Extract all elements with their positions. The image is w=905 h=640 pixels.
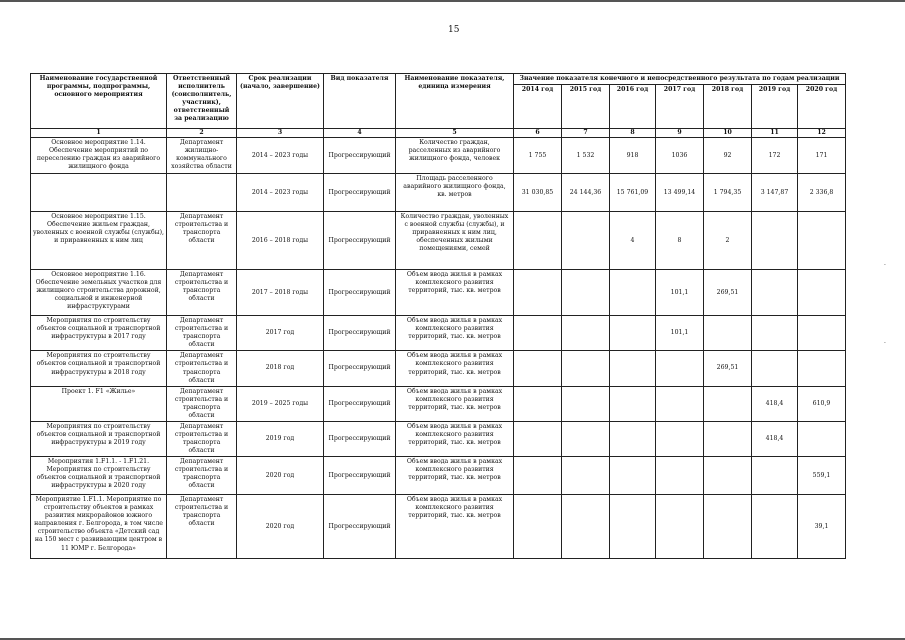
year-value-cell	[656, 421, 704, 456]
executor-cell: Департамент строительства и транспорта области	[167, 351, 237, 386]
year-value-cell	[562, 270, 610, 316]
column-number: 11	[752, 129, 798, 138]
year-value-cell: 3 147,87	[752, 174, 798, 212]
year-value-cell: 418,4	[752, 386, 798, 421]
year-value-cell	[562, 351, 610, 386]
period-cell: 2018 год	[237, 351, 324, 386]
table-row	[31, 138, 846, 174]
year-value-cell: 559,1	[798, 457, 846, 495]
column-number: 10	[704, 129, 752, 138]
header-executor: Ответственный исполнитель (соисполнитель, участник), ответственный за реализацию	[167, 74, 237, 129]
year-value-cell: 918	[610, 138, 656, 174]
column-number: 1	[31, 129, 167, 138]
indicator-type-cell: Прогрессирующий	[324, 421, 396, 456]
period-cell: 2020 год	[237, 495, 324, 559]
table-body	[31, 138, 846, 559]
program-name-cell: Проект 1. F1 «Жилье»	[31, 386, 167, 421]
header-year: 2016 год	[610, 85, 656, 129]
table-row	[31, 174, 846, 212]
header-values-group: Значение показателя конечного и непосредственного результата по годам реализации	[514, 74, 846, 85]
program-name-cell	[31, 174, 167, 212]
column-number: 9	[656, 129, 704, 138]
period-cell: 2014 – 2023 годы	[237, 138, 324, 174]
indicator-type-cell: Прогрессирующий	[324, 212, 396, 270]
table-row	[31, 212, 846, 270]
year-value-cell	[562, 495, 610, 559]
indicator-name-cell: Объем ввода жилья в рамках комплексного развития территорий, тыс. кв. метров	[396, 351, 514, 386]
year-value-cell: 1 755	[514, 138, 562, 174]
scan-margin-mark: ·	[884, 262, 886, 269]
indicator-type-cell: Прогрессирующий	[324, 457, 396, 495]
year-value-cell	[798, 212, 846, 270]
year-value-cell	[656, 351, 704, 386]
table-row	[31, 316, 846, 351]
header-year: 2014 год	[514, 85, 562, 129]
column-number: 4	[324, 129, 396, 138]
page-number: 15	[448, 25, 460, 35]
year-value-cell: 8	[656, 212, 704, 270]
header-year: 2017 год	[656, 85, 704, 129]
year-value-cell	[656, 495, 704, 559]
period-cell: 2019 – 2025 годы	[237, 386, 324, 421]
year-value-cell	[514, 457, 562, 495]
year-value-cell: 2 336,8	[798, 174, 846, 212]
table-row	[31, 386, 846, 421]
table-row	[31, 457, 846, 495]
header-year: 2020 год	[798, 85, 846, 129]
executor-cell: Департамент строительства и транспорта области	[167, 495, 237, 559]
executor-cell: Департамент строительства и транспорта области	[167, 421, 237, 456]
header-year: 2015 год	[562, 85, 610, 129]
year-value-cell: 1 532	[562, 138, 610, 174]
column-number: 7	[562, 129, 610, 138]
column-number: 2	[167, 129, 237, 138]
year-value-cell	[798, 351, 846, 386]
year-value-cell	[798, 316, 846, 351]
program-name-cell: Мероприятия по строительству объектов социальной и транспортной инфраструктуры в 2017 году	[31, 316, 167, 351]
year-value-cell	[752, 270, 798, 316]
indicator-type-cell: Прогрессирующий	[324, 138, 396, 174]
executor-cell: Департамент строительства и транспорта области	[167, 212, 237, 270]
executor-cell	[167, 174, 237, 212]
year-value-cell	[798, 270, 846, 316]
year-value-cell: 610,9	[798, 386, 846, 421]
scan-top-border	[0, 0, 905, 2]
year-value-cell	[562, 316, 610, 351]
program-name-cell: Мероприятия по строительству объектов социальной и транспортной инфраструктуры в 2018 году	[31, 351, 167, 386]
year-value-cell: 269,51	[704, 270, 752, 316]
year-value-cell: 15 761,09	[610, 174, 656, 212]
header-year: 2019 год	[752, 85, 798, 129]
year-value-cell	[610, 421, 656, 456]
year-value-cell	[610, 351, 656, 386]
year-value-cell	[562, 212, 610, 270]
indicator-name-cell: Количество граждан, уволенных с военной службы (службы), и приравненных к ним лиц, обеспеченных жилыми помещениями, семей	[396, 212, 514, 270]
column-number: 5	[396, 129, 514, 138]
program-name-cell: Мероприятия по строительству объектов социальной и транспортной инфраструктуры в 2019 году	[31, 421, 167, 456]
header-year: 2018 год	[704, 85, 752, 129]
year-value-cell: 418,4	[752, 421, 798, 456]
year-value-cell: 172	[752, 138, 798, 174]
indicator-type-cell: Прогрессирующий	[324, 270, 396, 316]
executor-cell: Департамент строительства и транспорта области	[167, 316, 237, 351]
year-value-cell	[752, 212, 798, 270]
year-value-cell	[562, 457, 610, 495]
year-value-cell: 101,1	[656, 316, 704, 351]
year-value-cell	[752, 495, 798, 559]
year-value-cell: 31 030,85	[514, 174, 562, 212]
table-row	[31, 495, 846, 559]
header-period: Срок реализации (начало, завершение)	[237, 74, 324, 129]
year-value-cell	[704, 386, 752, 421]
table-row	[31, 421, 846, 456]
indicator-name-cell: Объем ввода жилья в рамках комплексного развития территорий, тыс. кв. метров	[396, 457, 514, 495]
period-cell: 2017 год	[237, 316, 324, 351]
program-name-cell: Мероприятие 1.F1.1. Мероприятие по строительству объектов в рамках развития микрорайонов южного направления г. Белгорода, в том числе строительство объекта «Детский сад на 150 мест с развивающим центром в 11 ЮМР г. Белгорода»	[31, 495, 167, 559]
year-value-cell	[752, 316, 798, 351]
indicator-type-cell: Прогрессирующий	[324, 351, 396, 386]
year-value-cell	[752, 457, 798, 495]
year-value-cell	[562, 386, 610, 421]
period-cell: 2016 – 2018 годы	[237, 212, 324, 270]
year-value-cell	[610, 457, 656, 495]
year-value-cell	[610, 270, 656, 316]
year-value-cell	[704, 457, 752, 495]
indicator-type-cell: Прогрессирующий	[324, 386, 396, 421]
header-type: Вид показателя	[324, 74, 396, 129]
column-number: 12	[798, 129, 846, 138]
year-value-cell	[514, 386, 562, 421]
year-value-cell	[610, 386, 656, 421]
indicator-type-cell: Прогрессирующий	[324, 495, 396, 559]
program-name-cell: Основное мероприятие 1.14. Обеспечение мероприятий по переселению граждан из аварийного жилищного фонда	[31, 138, 167, 174]
year-value-cell: 13 499,14	[656, 174, 704, 212]
program-name-cell: Основное мероприятие 1.16. Обеспечение земельных участков для жилищного строительства дорожной, социальной и инженерной инфраструктурами	[31, 270, 167, 316]
executor-cell: Департамент строительства и транспорта области	[167, 270, 237, 316]
year-value-cell: 39,1	[798, 495, 846, 559]
period-cell: 2020 год	[237, 457, 324, 495]
year-value-cell	[704, 421, 752, 456]
year-value-cell	[514, 212, 562, 270]
executor-cell: Департамент жилищно-коммунального хозяйства области	[167, 138, 237, 174]
year-value-cell	[798, 421, 846, 456]
year-value-cell	[562, 421, 610, 456]
indicator-name-cell: Количество граждан, расселенных из аварийного жилищного фонда, человек	[396, 138, 514, 174]
year-value-cell	[656, 457, 704, 495]
scan-margin-mark: ·	[884, 340, 886, 347]
year-value-cell	[752, 351, 798, 386]
period-cell: 2017 – 2018 годы	[237, 270, 324, 316]
indicator-name-cell: Объем ввода жилья в рамках комплексного развития территорий, тыс. кв. метров	[396, 386, 514, 421]
year-value-cell: 171	[798, 138, 846, 174]
column-number: 8	[610, 129, 656, 138]
header-program: Наименование государственной программы, подпрограммы, основного мероприятия	[31, 74, 167, 129]
year-value-cell: 24 144,36	[562, 174, 610, 212]
year-value-cell: 1 794,35	[704, 174, 752, 212]
executor-cell: Департамент строительства и транспорта области	[167, 457, 237, 495]
program-name-cell: Основное мероприятие 1.15. Обеспечение жильем граждан, уволенных с военной службы (службы), и приравненных к ним лиц	[31, 212, 167, 270]
program-name-cell: Мероприятия 1.F1.1. - 1.F1.21. Мероприятия по строительству объектов социальной и транспортной инфраструктуры в 2020 году	[31, 457, 167, 495]
indicator-name-cell: Объем ввода жилья в рамках комплексного развития территорий, тыс. кв. метров	[396, 270, 514, 316]
table-row	[31, 351, 846, 386]
column-number: 3	[237, 129, 324, 138]
year-value-cell	[514, 495, 562, 559]
period-cell: 2019 год	[237, 421, 324, 456]
year-value-cell	[610, 495, 656, 559]
indicator-name-cell: Объем ввода жилья в рамках комплексного развития территорий, тыс. кв. метров	[396, 421, 514, 456]
year-value-cell: 101,1	[656, 270, 704, 316]
year-value-cell: 1036	[656, 138, 704, 174]
year-value-cell: 269,51	[704, 351, 752, 386]
period-cell: 2014 – 2023 годы	[237, 174, 324, 212]
table-row	[31, 270, 846, 316]
year-value-cell: 92	[704, 138, 752, 174]
year-value-cell	[514, 270, 562, 316]
year-value-cell: 4	[610, 212, 656, 270]
year-value-cell	[514, 421, 562, 456]
indicator-name-cell: Площадь расселенного аварийного жилищного фонда, кв. метров	[396, 174, 514, 212]
year-value-cell	[514, 316, 562, 351]
column-number: 6	[514, 129, 562, 138]
executor-cell: Департамент строительства и транспорта области	[167, 386, 237, 421]
indicator-type-cell: Прогрессирующий	[324, 316, 396, 351]
year-value-cell: 2	[704, 212, 752, 270]
year-value-cell	[704, 316, 752, 351]
indicator-name-cell: Объем ввода жилья в рамках комплексного развития территорий, тыс. кв. метров	[396, 495, 514, 559]
indicator-type-cell: Прогрессирующий	[324, 174, 396, 212]
header-indicator: Наименование показателя, единица измерения	[396, 74, 514, 129]
year-value-cell	[514, 351, 562, 386]
results-table	[30, 73, 846, 559]
year-value-cell	[610, 316, 656, 351]
year-value-cell	[704, 495, 752, 559]
year-value-cell	[656, 386, 704, 421]
indicator-name-cell: Объем ввода жилья в рамках комплексного развития территорий, тыс. кв. метров	[396, 316, 514, 351]
